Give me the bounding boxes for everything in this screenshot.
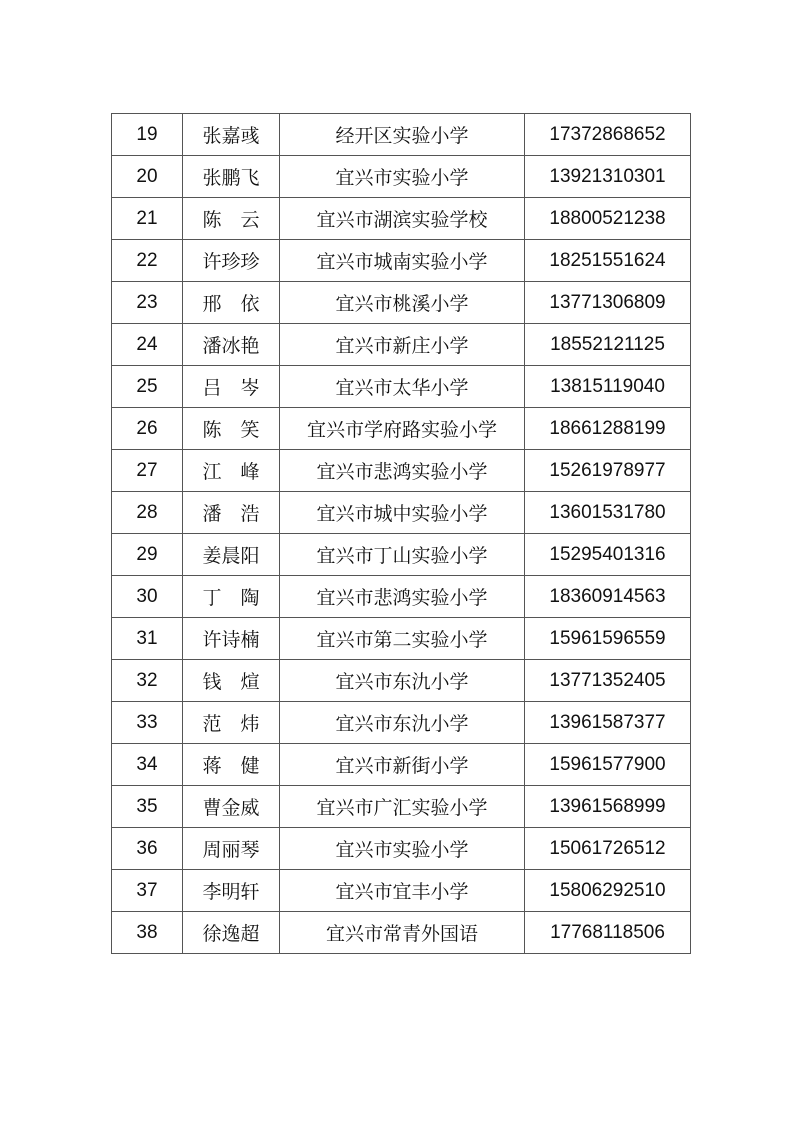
- roster-table-body: [112, 114, 691, 954]
- phone-number: 18251551624: [525, 240, 691, 282]
- table-row: [112, 366, 691, 408]
- row-number: 20: [112, 156, 183, 198]
- table-row: [112, 576, 691, 618]
- phone-number: 18661288199: [525, 408, 691, 450]
- row-number: 24: [112, 324, 183, 366]
- table-row: [112, 240, 691, 282]
- phone-number: 15961577900: [525, 744, 691, 786]
- phone-number: 15261978977: [525, 450, 691, 492]
- school-name: 宜兴市东氿小学: [280, 702, 525, 744]
- table-row: [112, 618, 691, 660]
- school-name: 宜兴市丁山实验小学: [280, 534, 525, 576]
- phone-number: 17372868652: [525, 114, 691, 156]
- row-number: 19: [112, 114, 183, 156]
- school-name: 宜兴市宜丰小学: [280, 870, 525, 912]
- table-row: [112, 702, 691, 744]
- person-name: 吕 岑: [183, 366, 280, 408]
- person-name: 蒋 健: [183, 744, 280, 786]
- person-name: 钱 煊: [183, 660, 280, 702]
- person-name: 邢 依: [183, 282, 280, 324]
- person-name: 张鹏飞: [183, 156, 280, 198]
- school-name: 宜兴市学府路实验小学: [280, 408, 525, 450]
- table-row: [112, 912, 691, 954]
- row-number: 38: [112, 912, 183, 954]
- phone-number: 15961596559: [525, 618, 691, 660]
- school-name: 宜兴市城南实验小学: [280, 240, 525, 282]
- phone-number: 18800521238: [525, 198, 691, 240]
- table-row: [112, 282, 691, 324]
- person-name: 许诗楠: [183, 618, 280, 660]
- person-name: 许珍珍: [183, 240, 280, 282]
- person-name: 陈 云: [183, 198, 280, 240]
- table-row: [112, 408, 691, 450]
- row-number: 22: [112, 240, 183, 282]
- person-name: 李明轩: [183, 870, 280, 912]
- table-row: [112, 450, 691, 492]
- row-number: 36: [112, 828, 183, 870]
- school-name: 宜兴市广汇实验小学: [280, 786, 525, 828]
- row-number: 23: [112, 282, 183, 324]
- person-name: 徐逸超: [183, 912, 280, 954]
- person-name: 陈 笑: [183, 408, 280, 450]
- school-name: 宜兴市湖滨实验学校: [280, 198, 525, 240]
- row-number: 37: [112, 870, 183, 912]
- school-name: 宜兴市常青外国语: [280, 912, 525, 954]
- person-name: 张嘉彧: [183, 114, 280, 156]
- roster-table: [111, 113, 691, 954]
- school-name: 宜兴市实验小学: [280, 828, 525, 870]
- school-name: 宜兴市新街小学: [280, 744, 525, 786]
- phone-number: 13961587377: [525, 702, 691, 744]
- school-name: 经开区实验小学: [280, 114, 525, 156]
- table-row: [112, 870, 691, 912]
- phone-number: 15295401316: [525, 534, 691, 576]
- school-name: 宜兴市悲鸿实验小学: [280, 576, 525, 618]
- phone-number: 13601531780: [525, 492, 691, 534]
- row-number: 27: [112, 450, 183, 492]
- row-number: 21: [112, 198, 183, 240]
- person-name: 丁 陶: [183, 576, 280, 618]
- person-name: 潘 浩: [183, 492, 280, 534]
- school-name: 宜兴市桃溪小学: [280, 282, 525, 324]
- table-row: [112, 198, 691, 240]
- row-number: 33: [112, 702, 183, 744]
- row-number: 34: [112, 744, 183, 786]
- person-name: 姜晨阳: [183, 534, 280, 576]
- phone-number: 13771352405: [525, 660, 691, 702]
- school-name: 宜兴市太华小学: [280, 366, 525, 408]
- table-row: [112, 492, 691, 534]
- table-row: [112, 156, 691, 198]
- phone-number: 18552121125: [525, 324, 691, 366]
- row-number: 35: [112, 786, 183, 828]
- table-row: [112, 828, 691, 870]
- phone-number: 15806292510: [525, 870, 691, 912]
- table-row: [112, 534, 691, 576]
- phone-number: 13961568999: [525, 786, 691, 828]
- phone-number: 13815119040: [525, 366, 691, 408]
- person-name: 曹金威: [183, 786, 280, 828]
- row-number: 26: [112, 408, 183, 450]
- table-row: [112, 114, 691, 156]
- phone-number: 13771306809: [525, 282, 691, 324]
- row-number: 25: [112, 366, 183, 408]
- school-name: 宜兴市悲鸿实验小学: [280, 450, 525, 492]
- row-number: 31: [112, 618, 183, 660]
- person-name: 潘冰艳: [183, 324, 280, 366]
- school-name: 宜兴市城中实验小学: [280, 492, 525, 534]
- person-name: 周丽琴: [183, 828, 280, 870]
- phone-number: 13921310301: [525, 156, 691, 198]
- school-name: 宜兴市新庄小学: [280, 324, 525, 366]
- table-row: [112, 324, 691, 366]
- school-name: 宜兴市第二实验小学: [280, 618, 525, 660]
- person-name: 范 炜: [183, 702, 280, 744]
- table-row: [112, 660, 691, 702]
- phone-number: 15061726512: [525, 828, 691, 870]
- row-number: 28: [112, 492, 183, 534]
- phone-number: 17768118506: [525, 912, 691, 954]
- table-row: [112, 786, 691, 828]
- row-number: 30: [112, 576, 183, 618]
- school-name: 宜兴市东氿小学: [280, 660, 525, 702]
- phone-number: 18360914563: [525, 576, 691, 618]
- school-name: 宜兴市实验小学: [280, 156, 525, 198]
- table-row: [112, 744, 691, 786]
- row-number: 32: [112, 660, 183, 702]
- person-name: 江 峰: [183, 450, 280, 492]
- row-number: 29: [112, 534, 183, 576]
